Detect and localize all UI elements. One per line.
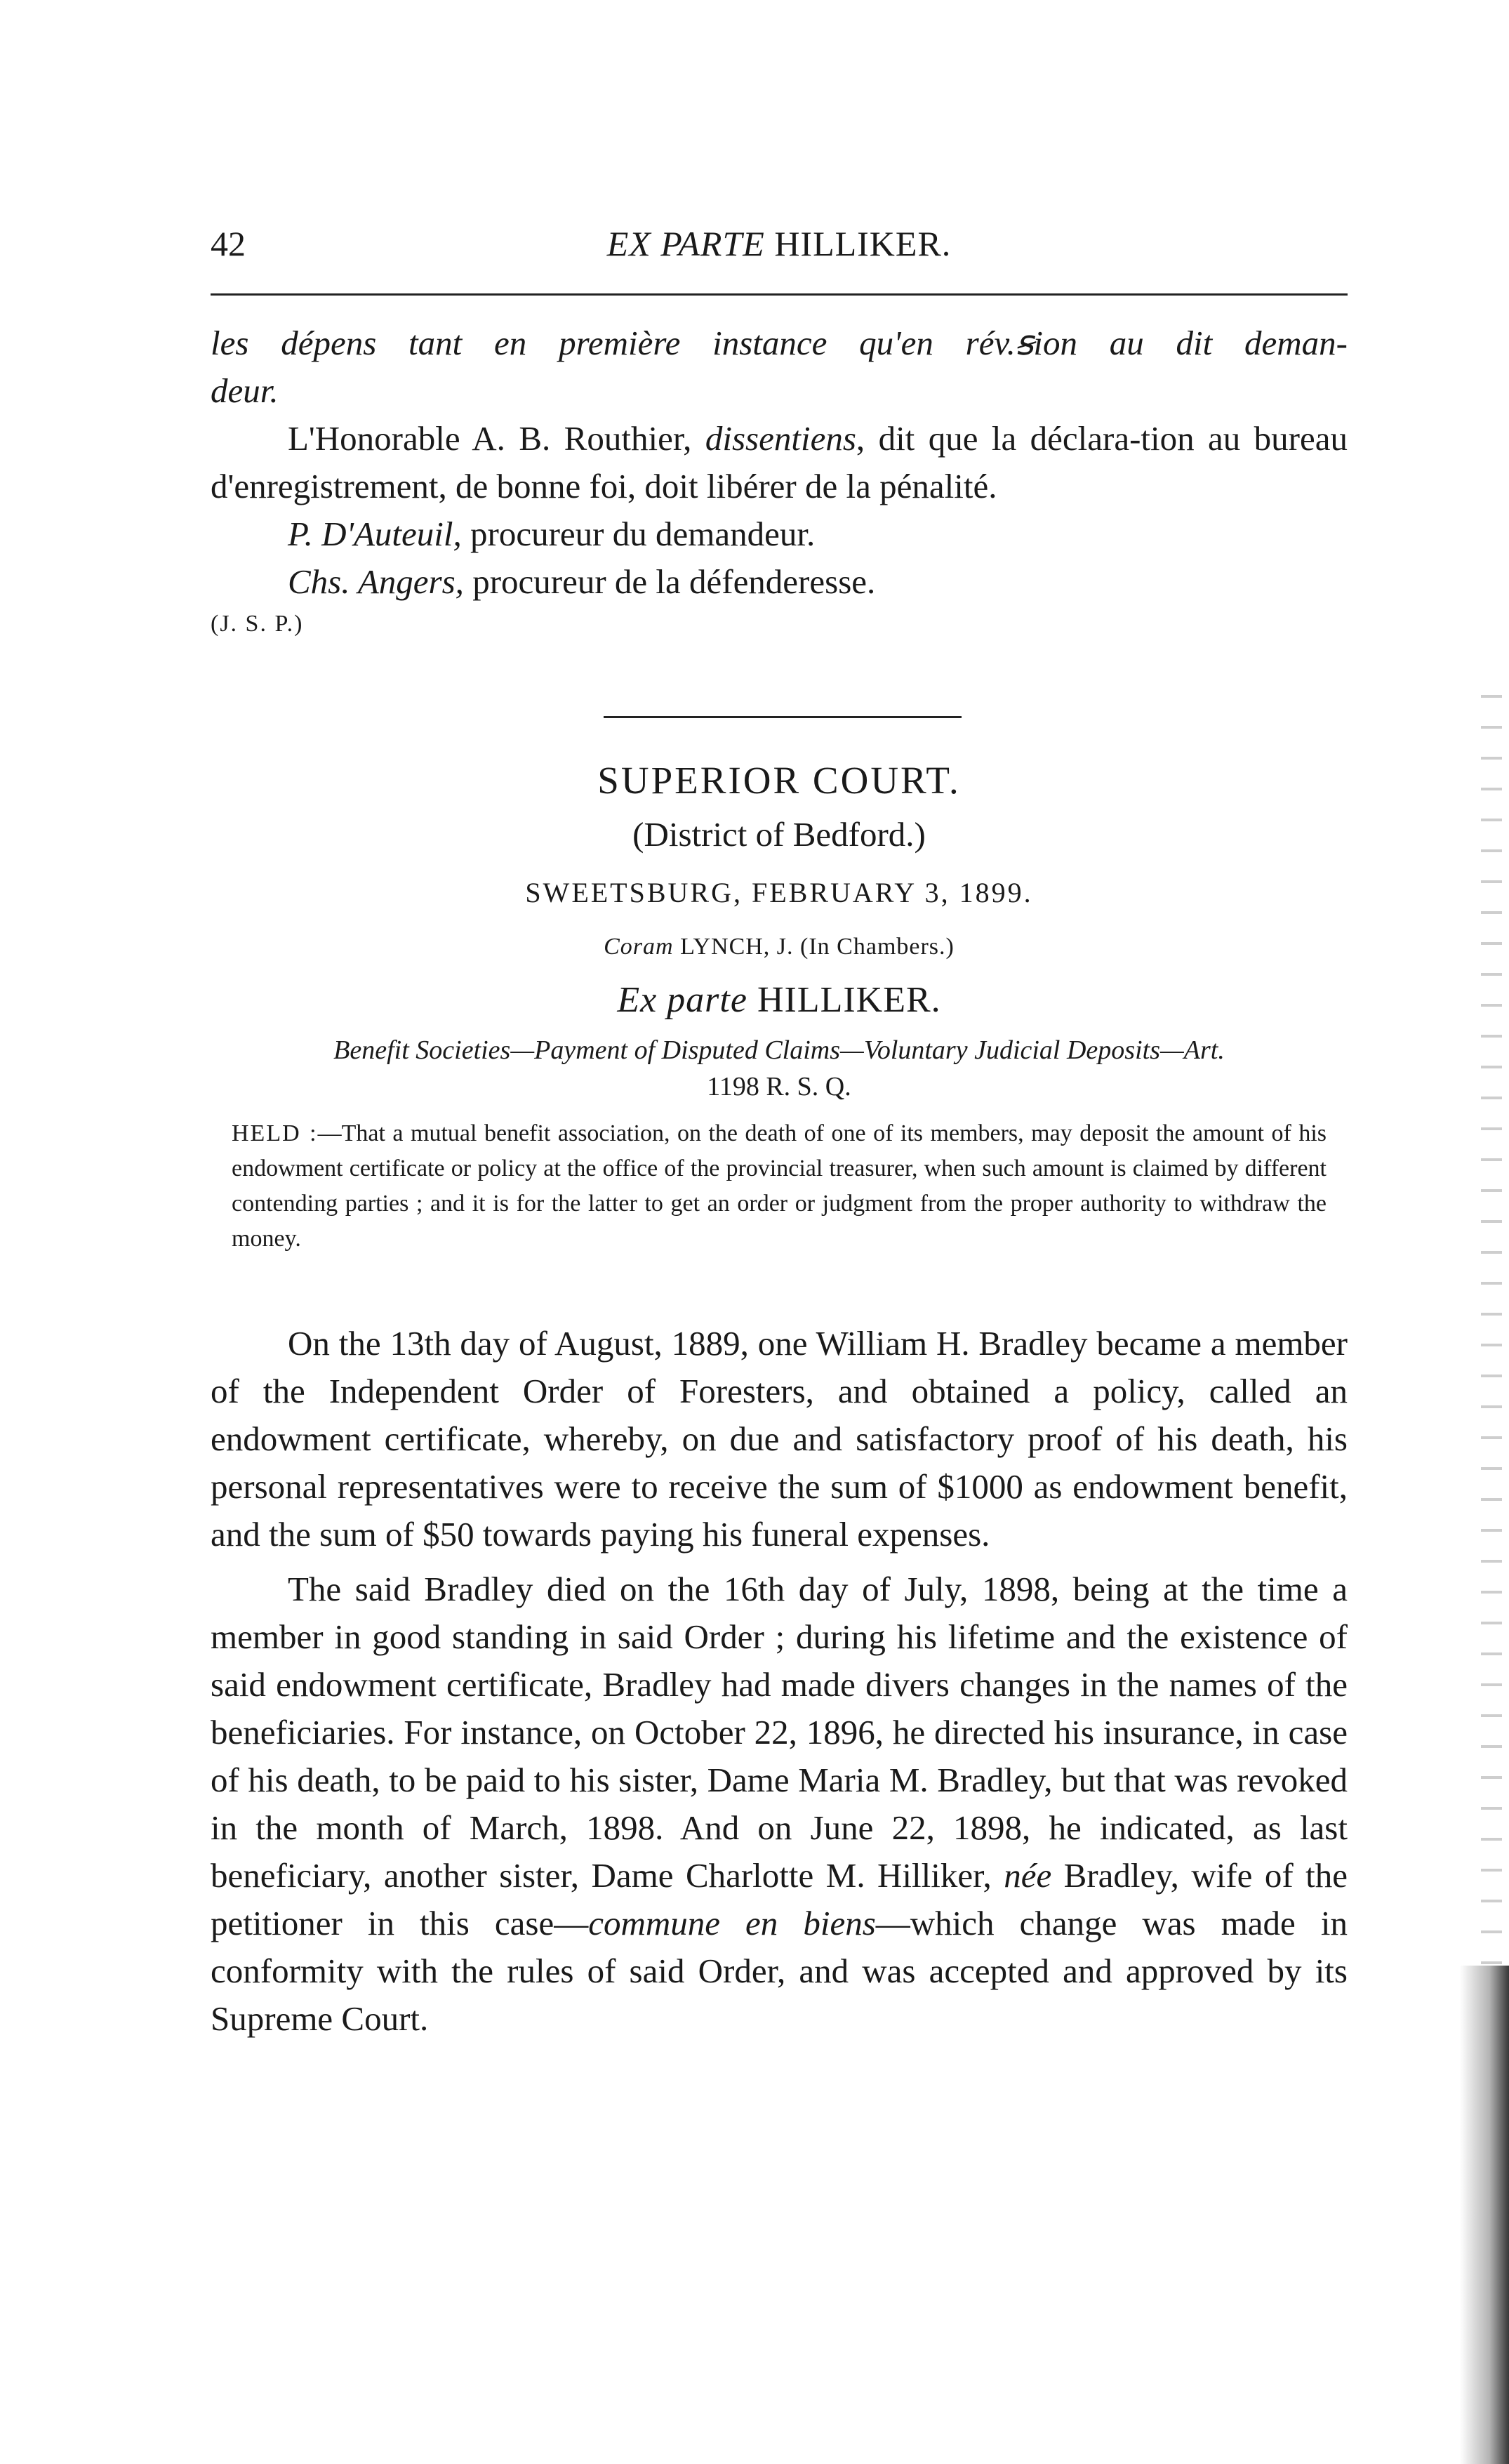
counsel-plaintiff [211, 510, 1348, 558]
keywords-article: 1198 R. S. Q. [707, 1072, 851, 1101]
held-headnote [232, 1116, 1327, 1257]
dissent-name: L'Honorable A. B. Routhier, [288, 419, 705, 458]
running-title-rest: HILLIKER. [764, 224, 952, 263]
place-date: SWEETSBURG, FEBRUARY 3, 1899. [525, 877, 1033, 908]
body-paragraph-2-c: —which change was made in conformity with the rules of said Order, and was accepted and approved by its Supreme Court. [211, 1904, 1348, 2038]
dissent-paragraph [211, 415, 1348, 510]
reporter-initials: (J. S. P.) [211, 611, 304, 637]
coram-word: Coram [604, 934, 674, 960]
counsel-defendant-role: procureur de la défenderesse. [463, 562, 876, 601]
body-paragraph-2 [211, 1565, 1348, 2043]
scan-edge-marks [1481, 667, 1502, 1966]
closing-line-2: deur. [211, 371, 279, 410]
opinion-body [211, 1320, 1348, 2050]
body-paragraph-2-nee: née [1004, 1856, 1052, 1895]
dissent-word: dissentiens [705, 419, 856, 458]
running-title [211, 223, 1348, 264]
district: (District of Bedford.) [632, 815, 926, 854]
body-paragraph-1: On the 13th day of August, 1889, one William H. Bradley became a member of the Independent Order of Foresters, and obtained a policy, called an endowment certificate, whereby, on due and satisfactory proof of his death, his personal representatives were to receive the sum of $1000 as endowment benefit, and the sum of $50 towards paying his funeral expenses. [211, 1324, 1348, 1554]
coram-judge: LYNCH, J. (In Chambers.) [673, 934, 955, 960]
closing-line-1: les dépens tant en première instance qu'en rév.ꞩion au dit deman- [211, 324, 1348, 362]
case-title-rest: HILLIKER. [747, 980, 941, 1020]
scan-edge-shadow [1460, 1966, 1509, 2464]
counsel-defendant [211, 558, 1348, 606]
running-title-italic: EX PARTE [606, 224, 765, 263]
case-title [211, 979, 1348, 1021]
body-paragraph-2-commune: commune en biens [588, 1904, 876, 1942]
held-text: —That a mutual benefit association, on the death of one of its members, may deposit the amount of his endowment certificate or policy at the office of the provincial treasurer, when such amount is claimed by different contending parties ; and it is for the latter to get an order or judgment from the proper authority to withdraw the money. [232, 1120, 1327, 1252]
counsel-plaintiff-role: procureur du demandeur. [461, 515, 816, 553]
counsel-defendant-name: Chs. Angers, [288, 562, 464, 601]
body-paragraph-2-b: Bradley, wife of the petitioner in this case— [211, 1856, 1348, 1942]
held-label: HELD : [232, 1120, 318, 1146]
case-title-italic: Ex parte [617, 980, 747, 1020]
page-number: 42 [211, 224, 246, 263]
dissent-rest: , dit que la déclara-tion au bureau d'enregistrement, de bonne foi, doit libérer de la pénalité. [211, 419, 1348, 505]
running-head [211, 223, 1348, 279]
counsel-plaintiff-name: P. D'Auteuil, [288, 515, 462, 553]
keywords-line: Benefit Societies—Payment of Disputed Claims—Voluntary Judicial Deposits—Art. [333, 1035, 1225, 1065]
previous-case-conclusion [211, 319, 1348, 642]
header-rule [211, 293, 1348, 296]
section-divider [604, 716, 962, 718]
coram-line [211, 934, 1348, 960]
headnote-keywords [232, 1032, 1327, 1105]
court-name: SUPERIOR COURT. [597, 759, 961, 802]
body-paragraph-2-a: The said Bradley died on the 16th day of July, 1898, being at the time a member in good standing in said Order ; during his lifetime and the existence of said endowment certificate, Bradley had made divers changes in the names of the beneficiaries. For instance, on October 22, 1896, he directed his insurance, in case of his death, to be paid to his sister, Dame Maria M. Bradley, but that was revoked in the month of March, 1898. And on June 22, 1898, he indicated, as last beneficiary, another sister, Dame Charlotte M. Hilliker, [211, 1570, 1348, 1895]
